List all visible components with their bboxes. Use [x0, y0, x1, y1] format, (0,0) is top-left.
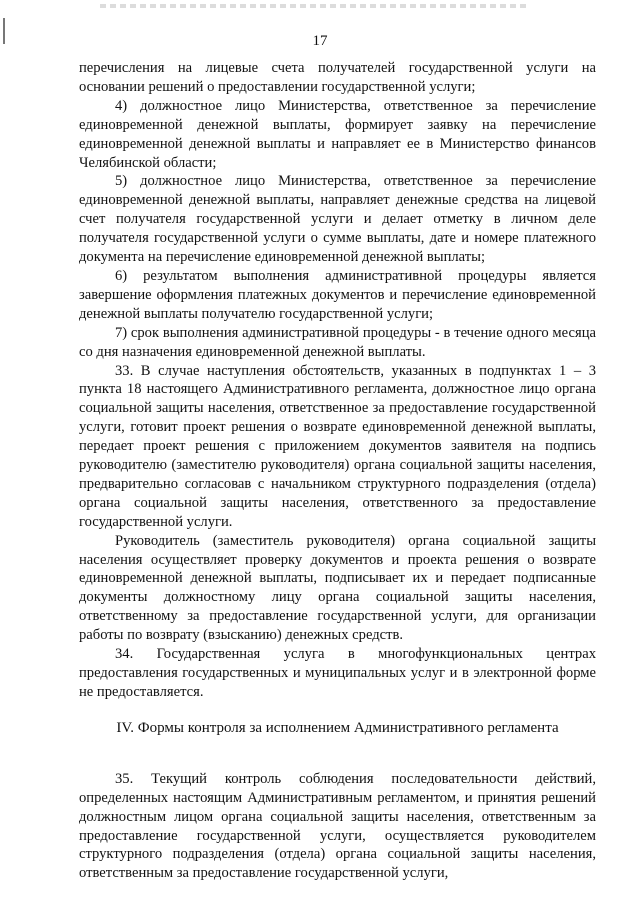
paragraph-item-7: 7) срок выполнения административной процедуры - в течение одного месяца со дня назначения единовременной денежной выплаты.: [79, 324, 596, 360]
paragraph-continuation: перечисления на лицевые счета получателей государственной услуги на основании решений о предоставлении государственной услуги;: [79, 60, 596, 95]
paragraph-item-4: 4) должностное лицо Министерства, ответственное за перечисление единовременной денежной выплаты, формирует заявку на перечисление единовременной денежной выплаты и направляет ее в Министерство финансов Челябинской области;: [79, 97, 596, 171]
paragraph-34: 34. Государственная услуга в многофункциональных центрах предоставления государственных и муниципальных услуг и в электронной форме не предоставляется.: [79, 646, 596, 700]
scan-artifact: [100, 4, 530, 8]
paragraph-35: 35. Текущий контроль соблюдения последовательности действий, определенных настоящим Административным регламентом, и принятия решений должностным лицом органа социальной защиты населения, ответственным за предоставление государственной услуги, осуществляется руководителем структурного подразделения (отдела) органа социальной защиты населения, ответственным за предоставление государственной услуги,: [79, 770, 596, 882]
paragraph-item-6: 6) результатом выполнения административной процедуры является завершение оформления платежных документов и перечисление единовременной денежной выплаты получателю государственной услуги;: [79, 267, 596, 322]
document-body: [79, 59, 596, 883]
paragraph-item-5: 5) должностное лицо Министерства, ответственное за перечисление единовременной денежной выплаты, направляет денежные средства на лицевой счет получателя государственной услуги и делает отметку в личном деле получателя государственной услуги о сумме выплаты, дате и номере платежного документа на перечисление единовременной денежной выплаты;: [79, 173, 596, 266]
paragraph-33: 33. В случае наступления обстоятельств, указанных в подпунктах 1 – 3 пункта 18 настоящего Административного регламента, должностное лицо органа социальной защиты населения, ответственное за предоставление государственной услуги, готовит проект решения о возврате единовременной денежной выплаты, передает проект решения с приложением документов заявителя на подпись руководителю (заместителю руководителя) органа социальной защиты населения, предварительно согласовав с начальником структурного подразделения (отдела) органа социальной защиты населения, ответственного за предоставление государственной услуги.: [79, 362, 596, 530]
paragraph-33-continued: Руководитель (заместитель руководителя) органа социальной защиты населения осуществляет проверку документов и проекта решения о возврате единовременной денежной выплаты, подписывает их и передает подписанные документы должностному лицу органа социальной защиты населения, ответственному за предоставление государственной услуги, для организации работы по возврату (взысканию) денежных средств.: [79, 532, 596, 644]
section-heading: IV. Формы контроля за исполнением Административного регламента: [116, 719, 559, 736]
section-spacer: [79, 738, 596, 770]
page-number: 17: [312, 33, 328, 49]
